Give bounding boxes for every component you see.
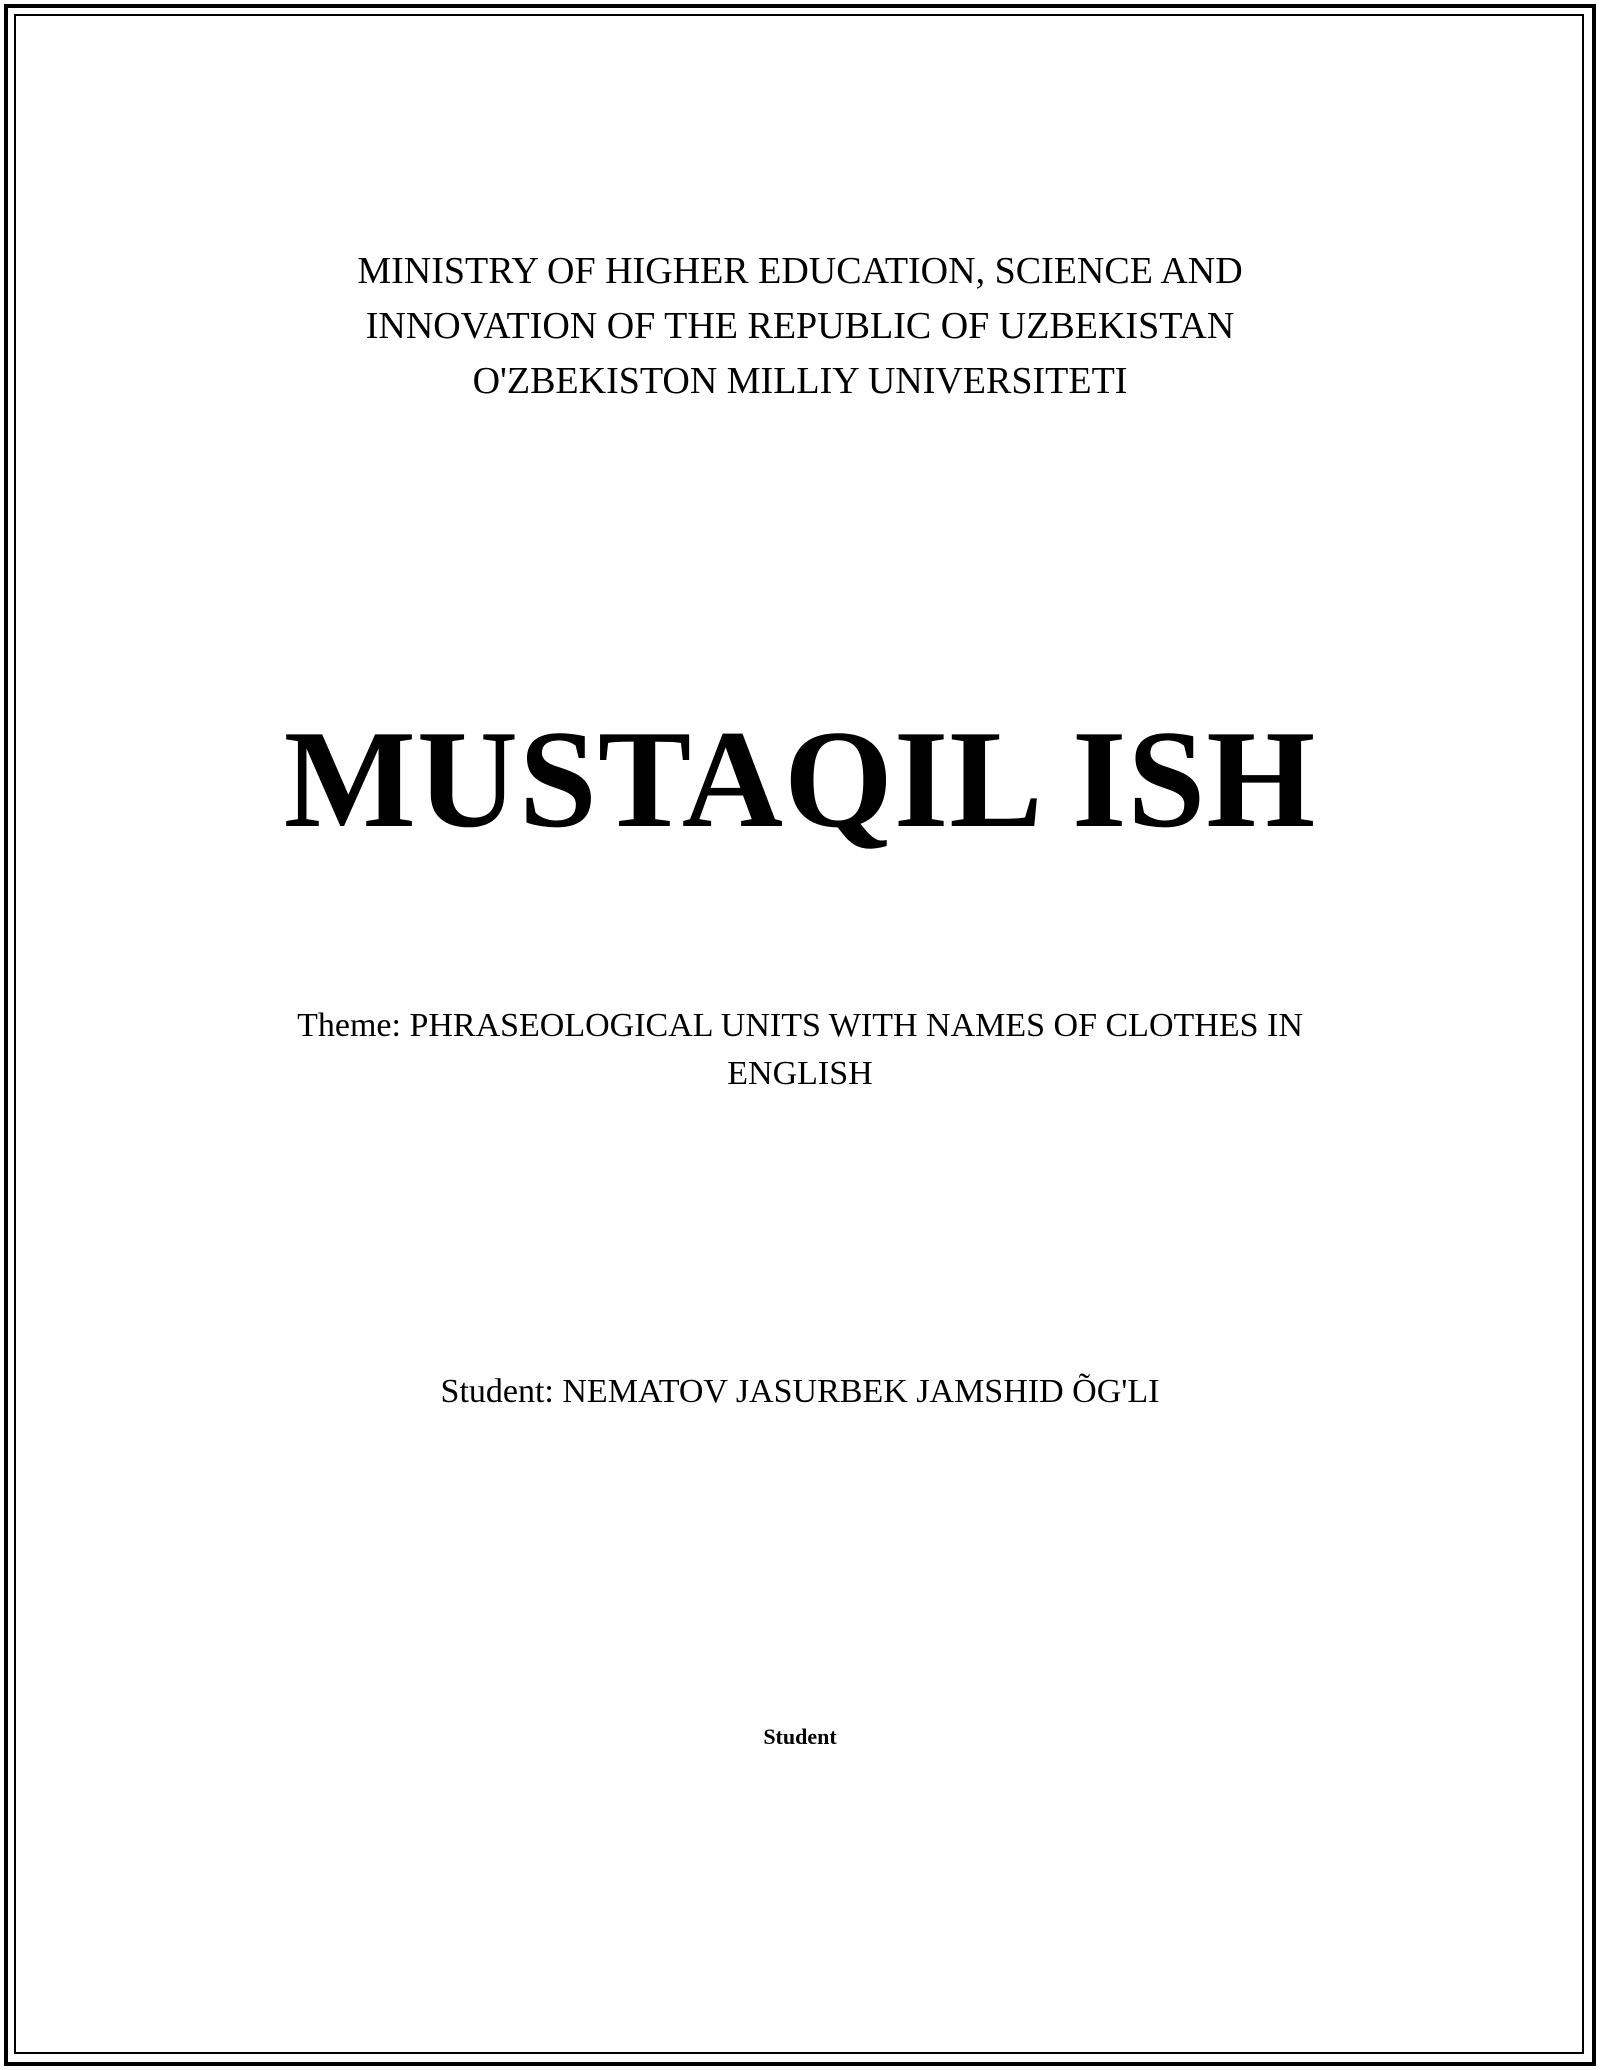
- header-line-3: O'ZBEKISTON MILLIY UNIVERSITETI: [472, 360, 1128, 402]
- student-name: NEMATOV JASURBEK JAMSHID ÕG'LI: [562, 1373, 1160, 1410]
- student-line: [0, 1368, 1600, 1416]
- header-line-2: INNOVATION OF THE REPUBLIC OF UZBEKISTAN: [365, 305, 1235, 347]
- student-prefix: Student:: [440, 1373, 563, 1410]
- theme-text: PHRASEOLOGICAL UNITS WITH NAMES OF CLOTHES IN ENGLISH: [409, 1007, 1303, 1092]
- header-line-1: MINISTRY OF HIGHER EDUCATION, SCIENCE AND: [357, 250, 1243, 292]
- institution-header: [0, 244, 1600, 409]
- document-title: MUSTAQIL ISH: [283, 702, 1317, 857]
- theme-line: [230, 1002, 1370, 1098]
- theme-prefix: Theme:: [297, 1007, 410, 1044]
- footer-student-label: Student: [763, 1724, 837, 1749]
